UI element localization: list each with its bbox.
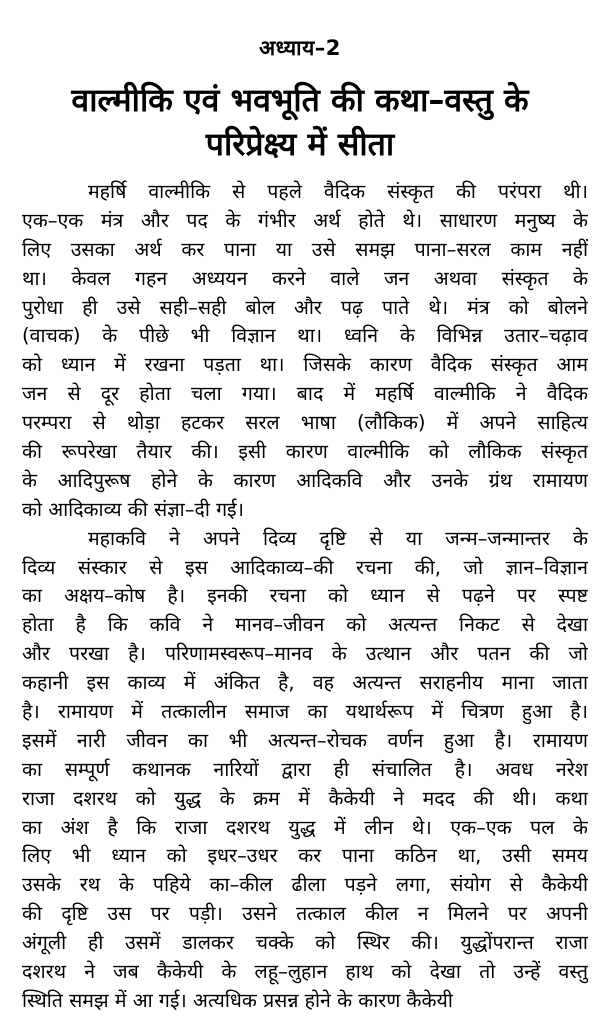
chapter-title-line: परिप्रेक्ष्य में सीता	[205, 125, 395, 163]
chapter-title-line: वाल्मीकि एवं भवभूति की कथा–वस्तु के	[71, 81, 529, 119]
text-line: (वाचक) के पीछे भी विज्ञान था। ध्वनि के विभिन्न उतार–चढ़ाव	[22, 324, 588, 348]
text-line: परम्परा से थोड़ा हटकर सरल भाषा (लौकिक) में अपने साहित्य	[22, 411, 588, 435]
text-line: है। रामायण में तत्कालीन समाज का यथार्थरूप में चित्रण हुआ है।	[22, 700, 588, 724]
text-line: महाकवि ने अपने दिव्य दृष्टि से या जन्म–जन्मान्तर के	[88, 526, 588, 550]
text-line: को ध्यान में रखना पड़ता था। जिसके कारण वैदिक संस्कृत आम	[22, 353, 588, 377]
body-text	[22, 178, 588, 1016]
text-line: के आदिपुरूष होने के कारण आदिकवि और उनके ग्रंथ रामायण	[22, 468, 588, 492]
text-line: लिए भी ध्यान को इधर–उधर कर पाना कठिन था, उसी समय	[22, 844, 588, 868]
text-line: का सम्पूर्ण कथानक नारियों द्वारा ही संचालित है। अवध नरेश	[22, 757, 588, 781]
text-line: दशरथ ने जब कैकेयी के लहू–लुहान हाथ को देखा तो उन्हें वस्तु	[22, 960, 588, 984]
text-line: और परखा है। परिणामस्वरूप–मानव के उत्थान और पतन की जो	[22, 642, 588, 666]
text-line: स्थिति समझ में आ गई। अत्यधिक प्रसन्न होने के कारण कैकेयी	[22, 988, 453, 1012]
text-line: की रूपरेखा तैयार की। इसी कारण वाल्मीकि को लौकिक संस्कृत	[22, 440, 588, 464]
text-line: था। केवल गहन अध्ययन करने वाले जन अथवा संस्कृत के	[22, 266, 588, 290]
text-line: एक–एक मंत्र और पद के गंभीर अर्थ होते थे। साधारण मनुष्य के	[22, 208, 588, 232]
text-line: जन से दूर होता चला गया। बाद में महर्षि वाल्मीकि ने वैदिक	[22, 382, 588, 406]
text-line: अंगूली ही उसमें डालकर चक्के को स्थिर की। युद्धोंपरान्त राजा	[22, 931, 588, 955]
chapter-heading: अध्याय–2	[259, 36, 341, 60]
text-line: पुरोधा ही उसे सही–सही बोल और पढ़ पाते थे। मंत्र को बोलने	[22, 295, 588, 319]
text-line: राजा दशरथ को युद्ध के क्रम में कैकेयी ने मदद की थी। कथा	[22, 786, 588, 810]
text-line: उसके रथ के पहिये का–कील ढीला पड़ने लगा, संयोग से कैकेयी	[22, 873, 588, 897]
text-line: को आदिकाव्य की संज्ञा–दी गई।	[22, 497, 245, 521]
text-line: का अंश है कि राजा दशरथ युद्ध में लीन थे। एक–एक पल के	[22, 815, 588, 839]
text-line: दिव्य संस्कार से इस आदिकाव्य–की रचना की, जो ज्ञान–विज्ञान	[22, 555, 588, 579]
text-line: कहानी इस काव्य में अंकित है, वह अत्यन्त सराहनीय माना जाता	[22, 671, 588, 695]
text-line: महर्षि वाल्मीकि से पहले वैदिक संस्कृत की परंपरा थी।	[88, 180, 588, 203]
text-line: इसमें नारी जीवन का भी अत्यन्त–रोचक वर्णन हुआ है। रामायण	[22, 728, 588, 752]
text-line: होता है कि कवि ने मानव–जीवन को अत्यन्त निकट से देखा	[22, 613, 588, 637]
chapter-title	[0, 78, 600, 166]
text-line: की दृष्टि उस पर पड़ी। उसने तत्काल कील न मिलने पर अपनी	[22, 902, 588, 926]
text-line: लिए उसका अर्थ कर पाना या उसे समझ पाना–सरल काम नहीं	[22, 237, 588, 261]
text-line: का अक्षय–कोष है। इनकी रचना को ध्यान से पढ़ने पर स्पष्ट	[22, 584, 588, 608]
